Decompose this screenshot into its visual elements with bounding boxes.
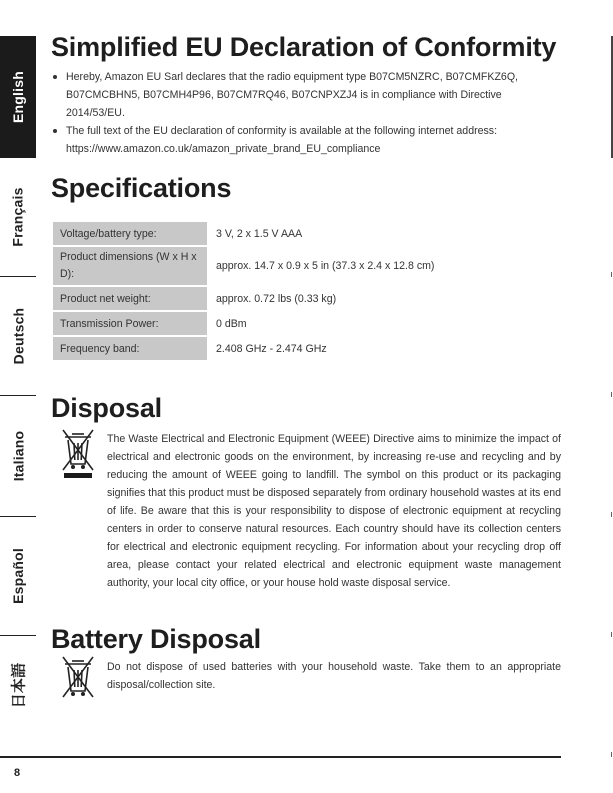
declaration-title: Simplified EU Declaration of Conformity <box>51 32 557 62</box>
lang-tab-label: English <box>10 71 26 123</box>
edge-tick <box>611 632 612 637</box>
table-row <box>53 311 561 336</box>
edge-tick <box>611 272 612 277</box>
edge-tick <box>611 512 612 517</box>
spec-label: Frequency band: <box>53 336 207 361</box>
lang-tab-deutsch[interactable] <box>0 276 36 396</box>
page-number: 8 <box>14 767 21 779</box>
table-row <box>53 222 561 246</box>
battery-disposal-title: Battery Disposal <box>51 624 261 654</box>
crossed-out-bin-icon <box>62 428 94 484</box>
table-row <box>53 286 561 311</box>
lang-tab-label: Deutsch <box>10 307 27 364</box>
table-row <box>53 246 561 286</box>
crossed-out-bin-icon <box>62 655 94 701</box>
spec-value: approx. 14.7 x 0.9 x 5 in (37.3 x 2.4 x 12.8 cm) <box>207 246 561 286</box>
lang-tab-japanese[interactable] <box>0 635 36 735</box>
declaration-bullet: The full text of the EU declaration of conformity is available at the following internet address: https://www.amazon.co.uk/amazon_private_brand_EU_compliance <box>51 122 563 158</box>
battery-disposal-text: Do not dispose of used batteries with your household waste. Take them to an appropriate disposal/collection site. <box>107 661 561 691</box>
spec-value: 2.408 GHz - 2.474 GHz <box>207 336 561 361</box>
spec-value: 0 dBm <box>207 311 561 336</box>
edge-tick <box>611 392 612 397</box>
lang-tab-english[interactable] <box>0 36 36 158</box>
declaration-bullets <box>51 68 563 158</box>
lang-tab-label: Italiano <box>10 430 27 481</box>
lang-tab-francais[interactable] <box>0 158 36 277</box>
specifications-table <box>53 222 561 362</box>
table-row <box>53 336 561 361</box>
spec-value: approx. 0.72 lbs (0.33 kg) <box>207 286 561 311</box>
spec-value: 3 V, 2 x 1.5 V AAA <box>207 222 561 246</box>
lang-tab-italiano[interactable] <box>0 395 36 517</box>
declaration-bullet: Hereby, Amazon EU Sarl declares that the radio equipment type B07CM5NZRC, B07CMFKZ6Q, B07CMCBHN5, B07CMH4P96, B07CM7RQ46, B07CNPXZJ4 is in compliance with Directive 2014/53/EU. <box>51 68 563 122</box>
spec-label: Transmission Power: <box>53 311 207 336</box>
lang-tab-espanol[interactable] <box>0 516 36 636</box>
lang-tab-label: Français <box>10 187 26 247</box>
disposal-title: Disposal <box>51 393 162 423</box>
edge-tick <box>611 752 612 757</box>
footer-divider <box>0 756 561 758</box>
spec-label: Product net weight: <box>53 286 207 311</box>
lang-tab-label: 日本語 <box>10 662 28 708</box>
lang-tab-label: Español <box>10 547 27 604</box>
specifications-title: Specifications <box>51 173 232 203</box>
disposal-text: The Waste Electrical and Electronic Equipment (WEEE) Directive aims to minimize the impact of electrical and electronic goods on the environment, by increasing re-use and recycling and by reducing the amount of WEEE going to landfill. The symbol on this product or its packaging signifies that this product must be disposed separately from ordinary household wastes at its end of life. Be aware that this is your responsibility to dispose of electronic equipment at recycling centers in order to conserve natural resources. Each country should have its collection centers for electrical and electronic equipment recycling. For information about your recycling drop off area, please contact your related electrical and electronic equipment waste management authority, your local city office, or your house hold waste disposal service. <box>107 433 561 589</box>
spec-label: Product dimensions (W x H x D): <box>53 246 207 286</box>
spec-label: Voltage/battery type: <box>53 222 207 246</box>
